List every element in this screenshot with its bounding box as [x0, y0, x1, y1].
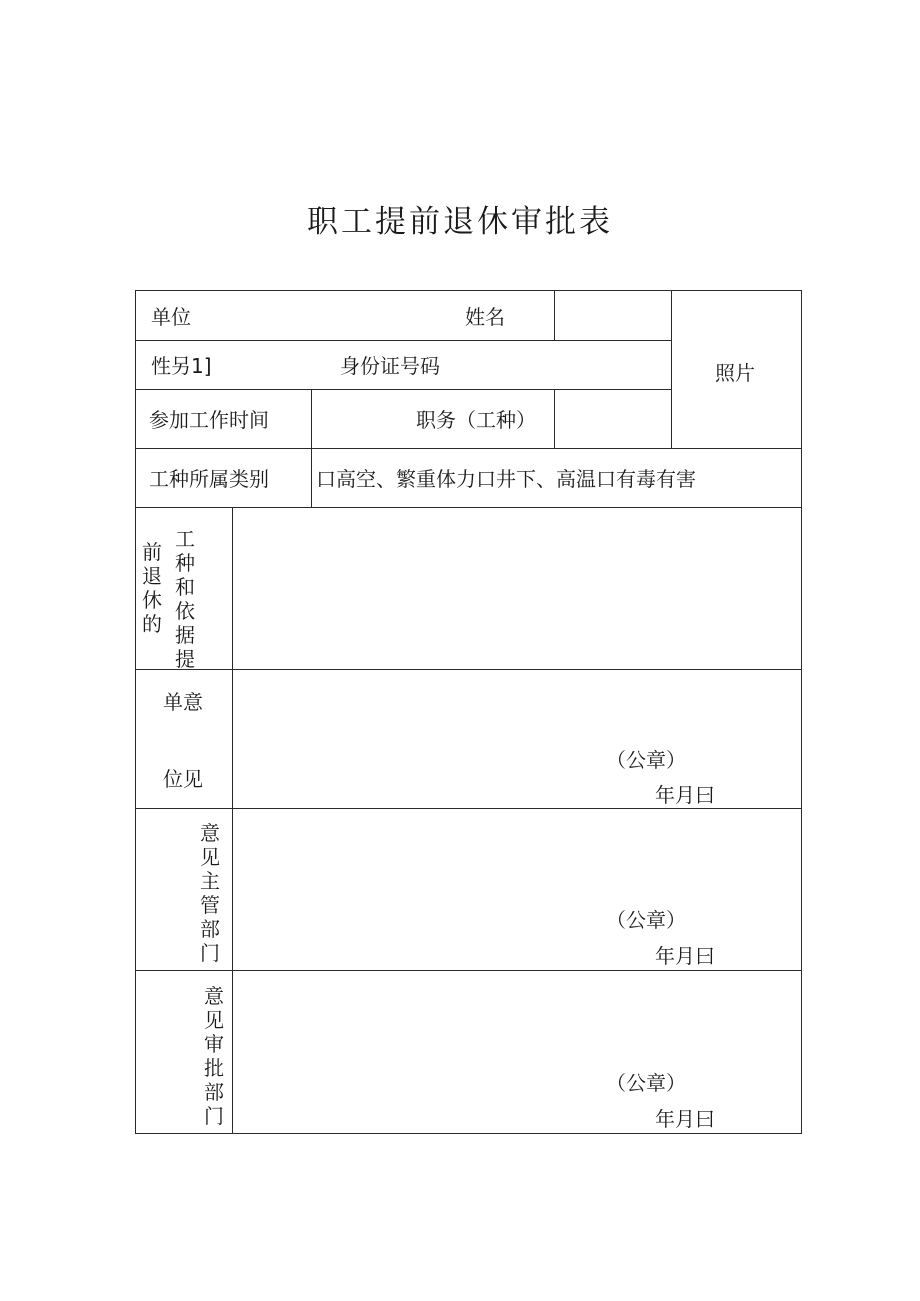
unit-label: 单位 — [151, 305, 191, 329]
name-label: 姓名 — [465, 305, 505, 329]
approval-opinion-date: 年月曰 — [655, 1107, 715, 1131]
row-divider-1 — [135, 340, 671, 341]
approval-opinion-seal: （公章） — [606, 1071, 686, 1095]
row-divider-7 — [135, 970, 802, 971]
row-divider-4 — [135, 507, 802, 508]
col-divider-position — [554, 389, 555, 449]
table-border-left — [135, 290, 136, 1134]
approval-opinion-label: 意见审批部门 — [204, 984, 224, 1128]
id-number-label: 身份证号码 — [340, 354, 440, 378]
col-divider-label — [311, 389, 312, 508]
job-category-label: 工种所属类别 — [149, 467, 269, 491]
form-title: 职工提前退休审批表 — [307, 204, 613, 240]
unit-opinion-label-top: 单意 — [163, 690, 203, 714]
table-border-top — [135, 290, 802, 291]
job-category-options: 口高空、繁重体力口井下、高温口有毒有害 — [316, 467, 696, 491]
unit-opinion-date: 年月曰 — [655, 783, 715, 807]
table-border-bottom — [135, 1133, 802, 1134]
reason-label-col-b: 前退休的 — [142, 540, 162, 636]
col-divider-photo — [671, 290, 672, 449]
table-border-right — [801, 290, 802, 1134]
dept-opinion-date: 年月曰 — [655, 944, 715, 968]
position-label: 职务（工种） — [416, 408, 536, 432]
row-divider-6 — [135, 808, 802, 809]
unit-opinion-seal: （公章） — [606, 748, 686, 772]
photo-label: 照片 — [715, 361, 755, 385]
row-divider-2 — [135, 389, 671, 390]
dept-opinion-label: 意见主管部门 — [200, 821, 220, 965]
row-divider-5 — [135, 669, 802, 670]
start-work-time-label: 参加工作时间 — [149, 408, 269, 432]
col-divider-name — [554, 290, 555, 341]
gender-label: 性另1] — [151, 354, 212, 378]
unit-opinion-label-bottom: 位见 — [163, 767, 203, 791]
reason-label-col-a: 工种和依据提 — [175, 527, 195, 671]
col-divider-side-label — [232, 507, 233, 1134]
dept-opinion-seal: （公章） — [606, 908, 686, 932]
row-divider-3 — [135, 448, 802, 449]
approval-form-table — [135, 290, 802, 1134]
